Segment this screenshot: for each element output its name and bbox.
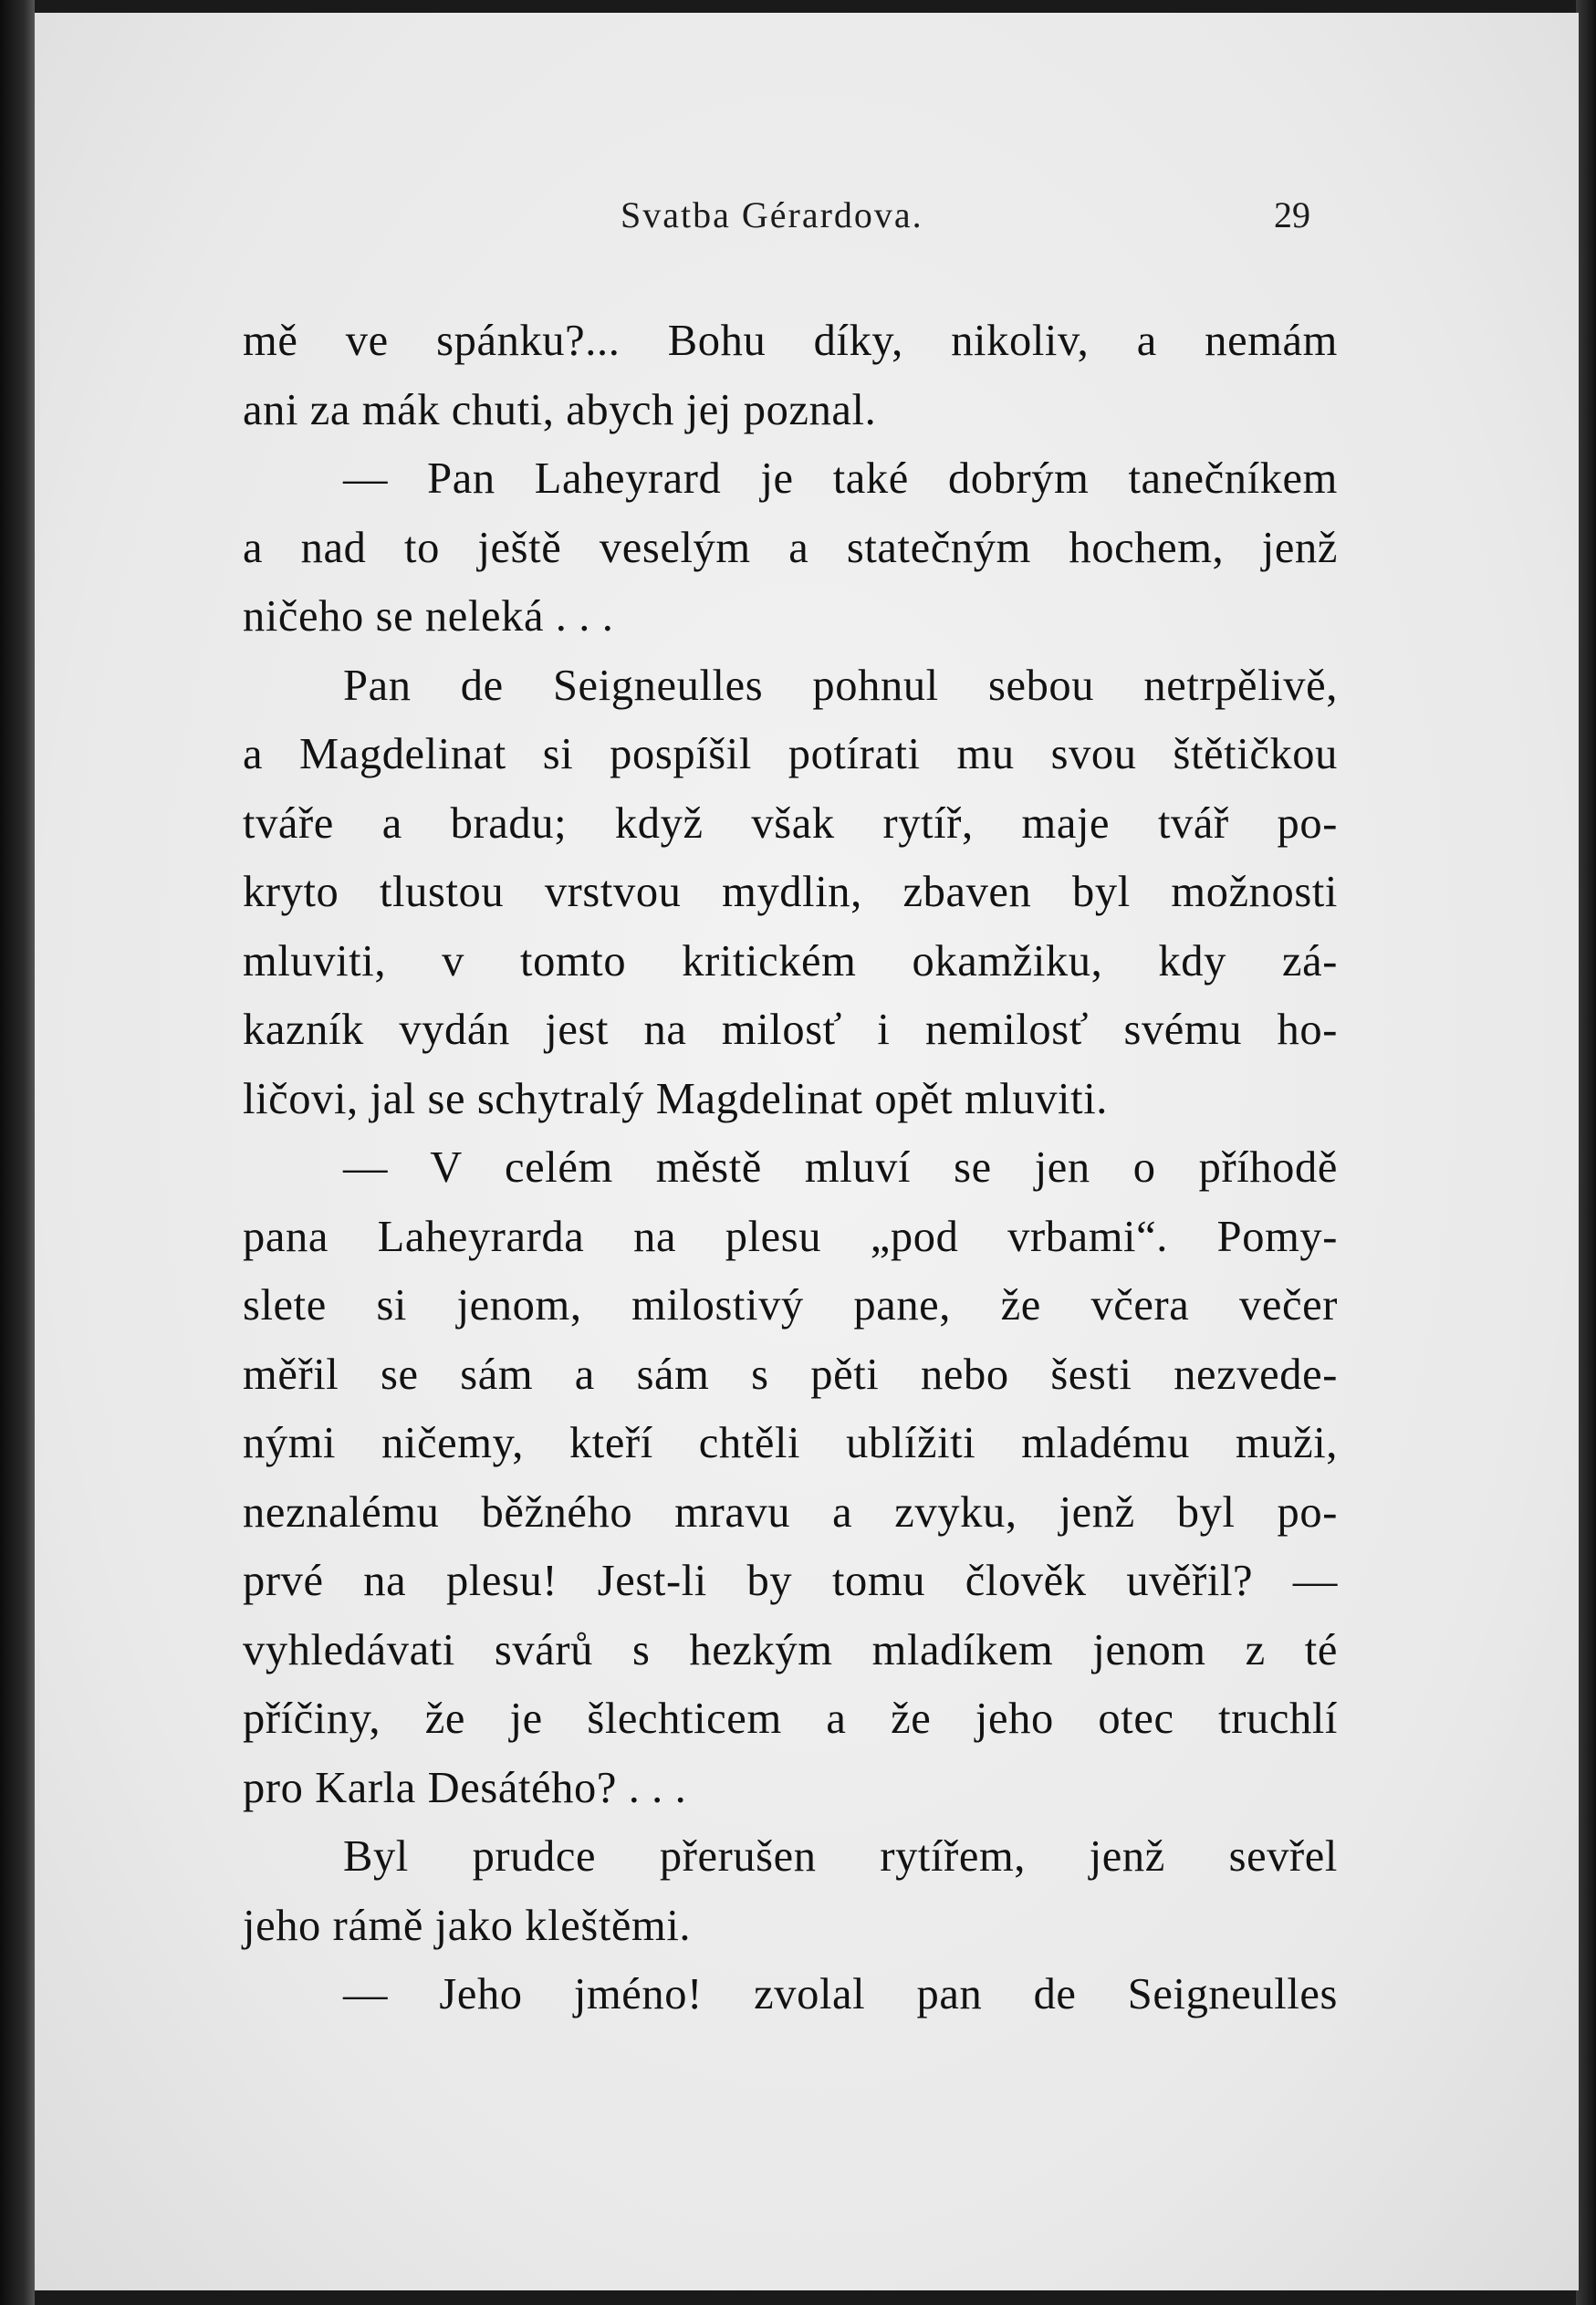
text-line: ličovi, jal se schytralý Magdelinat opět mluviti. [243, 1074, 1109, 1123]
body-text [243, 307, 1338, 2029]
text-line: Pan de Seigneulles pohnul sebou netrpělivě, [343, 661, 1338, 710]
text-line: — Jeho jméno! zvolal pan de Seigneulles [343, 1970, 1338, 2018]
text-line: měřil se sám a sám s pěti nebo šesti nezvede- [243, 1350, 1338, 1399]
text-line: kryto tlustou vrstvou mydlin, zbaven byl možnosti [243, 868, 1338, 916]
text-line: mluviti, v tomto kritickém okamžiku, kdy zá- [243, 936, 1338, 986]
running-title: Svatba Gérardova. [621, 194, 923, 235]
text-line: pana Laheyrarda na plesu „pod vrbami“. Pomy- [243, 1212, 1338, 1261]
text-line: pro Karla Desátého? . . . [243, 1763, 687, 1812]
text-line: ani za mák chuti, abych jej poznal. [243, 385, 877, 434]
text-line: a nad to ještě veselým a statečným hochem, jenž [243, 523, 1338, 572]
page-right-edge-shadow [1576, 0, 1596, 2305]
text-line: nými ničemy, kteří chtěli ublížiti mladému muži, [243, 1419, 1338, 1467]
text-line: tváře a bradu; když však rytíř, maje tvář po- [243, 798, 1338, 848]
text-line: jeho rámě jako kleštěmi. [243, 1901, 692, 1950]
text-line: a Magdelinat si pospíšil potírati mu svou štětičkou [243, 730, 1338, 778]
text-line: mě ve spánku?... Bohu díky, nikoliv, a nemám [243, 317, 1338, 365]
text-line: příčiny, že je šlechticem a že jeho otec truchlí [243, 1695, 1338, 1743]
text-line: Byl prudce přerušen rytířem, jenž sevřel [343, 1832, 1338, 1881]
text-line: slete si jenom, milostivý pane, že včera večer [243, 1281, 1338, 1330]
text-line: vyhledávati svárů s hezkým mladíkem jenom z té [243, 1625, 1338, 1674]
page-header [0, 193, 1596, 239]
page-left-edge-shadow [0, 0, 35, 2305]
text-line: ničeho se neleká . . . [243, 592, 614, 641]
text-line: neznalému běžného mravu a zvyku, jenž byl po- [243, 1487, 1338, 1537]
text-line: — Pan Laheyrard je také dobrým tanečníkem [343, 454, 1338, 503]
text-line: kazník vydán jest na milosť i nemilosť svému ho- [243, 1006, 1338, 1054]
text-line: prvé na plesu! Jest-li by tomu člověk uvěřil? — [243, 1557, 1338, 1605]
text-line: — V celém městě mluví se jen o příhodě [343, 1143, 1338, 1192]
page-number: 29 [1274, 194, 1310, 235]
